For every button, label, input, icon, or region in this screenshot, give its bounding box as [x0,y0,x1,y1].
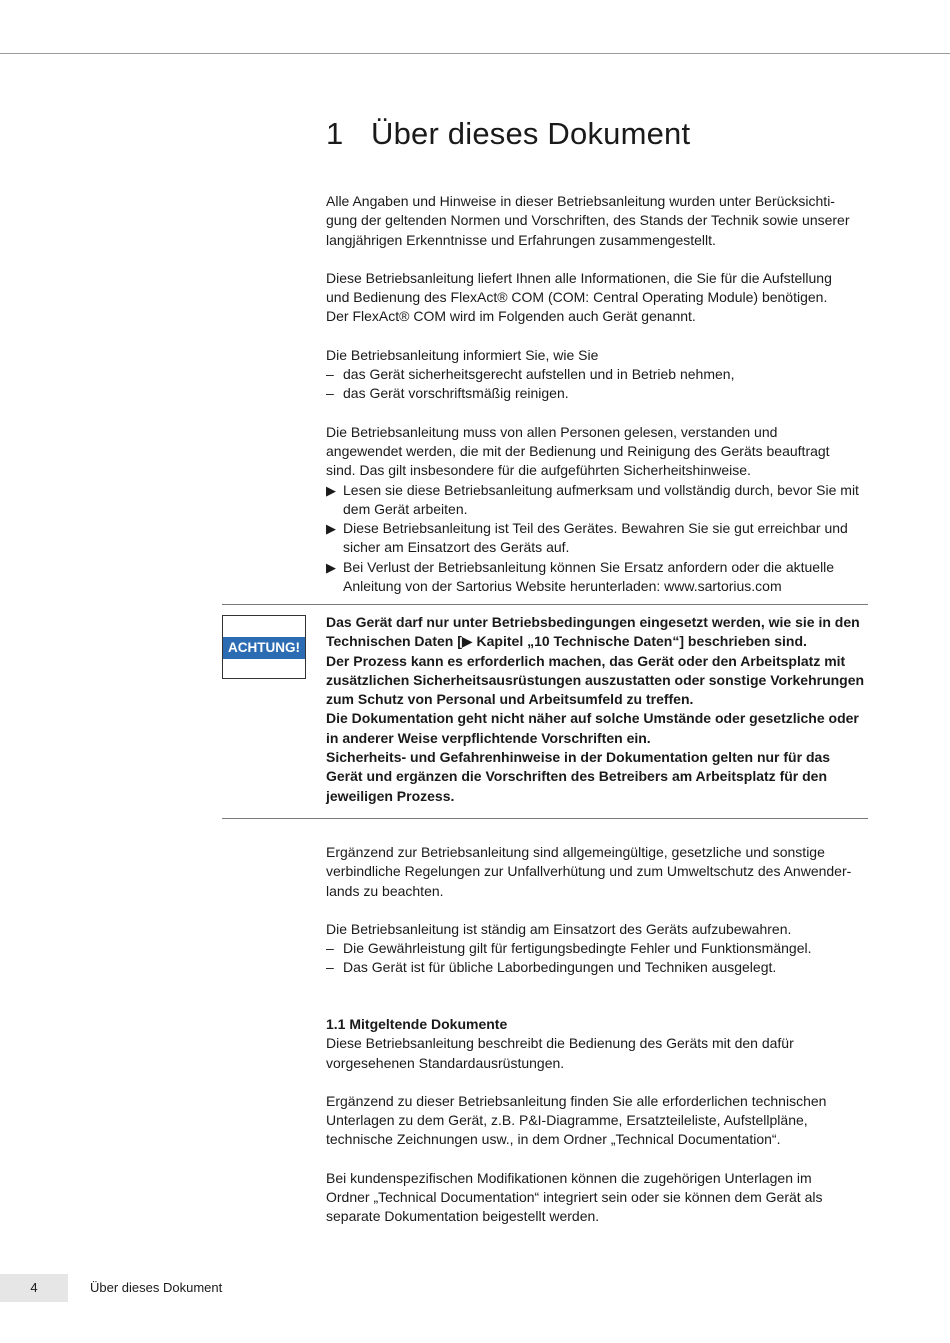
arrow-icon: ▶ [326,559,336,575]
list-item: – Das Gerät ist für übliche Laborbedingungen und Techniken ausgelegt. [326,958,872,977]
section-1-1 [326,1015,872,1227]
list-item: – das Gerät vorschriftsmäßig reinigen. [326,384,872,403]
warning-label: ACHTUNG! [223,637,305,659]
section-paragraph-1: Diese Betriebsanleitung beschreibt die Bedienung des Geräts mit den dafür vorgesehenen Standardausrüstungen. [326,1035,794,1071]
arrow-icon: ▶ [326,482,336,498]
section-paragraph-2: Ergänzend zu dieser Betriebsanleitung finden Sie alle erforderlichen technischen Unterlagen zu dem Gerät, z.B. P&I-Diagramme, Ersatzteileliste, Aufstellpläne, technische Zeichnungen usw., in dem Ordner „Technical Documentation“. [326,1092,827,1148]
warning-divider-bottom [222,818,868,819]
dash-marker: – [326,940,334,957]
intro-section [326,192,872,596]
dash-marker: – [326,385,334,402]
storage-paragraph: Die Betriebsanleitung ist ständig am Einsatzort des Geräts aufzubewahren. [326,920,792,937]
action-item: ▶ Diese Betriebsanleitung ist Teil des Gerätes. Bewahren Sie sie gut erreichbar und sicher am Einsatzort des Geräts auf. [326,520,848,556]
arrow-icon: ▶ [326,521,336,537]
chapter-number: 1 [326,116,344,151]
intro-paragraph-3: Die Betriebsanleitung informiert Sie, wie Sie [326,346,599,363]
dash-marker: – [326,959,334,976]
action-item: ▶ Bei Verlust der Betriebsanleitung können Sie Ersatz anfordern oder die aktuelle Anleitung von der Sartorius Website herunterladen: www.sartorius.com [326,558,835,595]
action-item: ▶ Lesen sie diese Betriebsanleitung aufmerksam und vollständig durch, bevor Sie mit dem Gerät arbeiten. [326,481,859,517]
intro-paragraph-1: Alle Angaben und Hinweise in dieser Betriebsanleitung wurden unter Berücksichti- gung der geltenden Normen und Vorschriften, des Stands der Technik sowie unserer langjährigen Erkenntnisse und Erfahrungen zusammengestellt. [326,193,850,248]
list-item: – Die Gewährleistung gilt für fertigungsbedingte Fehler und Funktionsmängel. [326,939,872,958]
section-paragraph-3: Bei kundenspezifischen Modifikationen können die zugehörigen Unterlagen im Ordner „Technical Documentation“ integriert sein oder sie können dem Gerät als separate Dokumentation beigestellt werden. [326,1169,823,1225]
section-heading: 1.1 Mitgeltende Dokumente [326,1016,508,1032]
warning-text: Das Gerät darf nur unter Betriebsbedingungen eingesetzt werden, wie sie in den Technischen Daten [▶ Kapitel „10 Technische Daten“] beschrieben sind. Der Prozess kann es erforderlich machen, das Gerät oder den Arbeitsplatz mit zusätzlichen Sicherheitsausrüstungen auszustatten oder sonstige Vorkehrungen zum Schutz von Personal und Arbeitsumfeld zu treffen. Die Dokumentation geht nicht näher auf solche Umstände oder gesetzliche oder in anderer Weise verpflichtende Vorschriften ein. Sicherheits- und Gefahrenhinweise in der Dokumentation gelten nur für das Gerät und ergänzen die Vorschriften des Betreibers am Arbeitsplatz für den jeweiligen Prozess. [326,614,865,804]
list-item: – das Gerät sicherheitsgerecht aufstellen und in Betrieb nehmen, [326,365,872,384]
intro-paragraph-4: Die Betriebsanleitung muss von allen Personen gelesen, verstanden und angewendet werden, die mit der Bedienung und Reinigung des Geräts beauftragt sind. Das gilt insbesondere für die aufgeführten Sicherheitshinweise. [326,423,830,479]
footer-section-title: Über dieses Dokument [90,1280,223,1295]
dash-marker: – [326,366,334,383]
page-number: 4 [0,1274,68,1302]
page-title [326,116,690,152]
header-rule [0,53,950,54]
chapter-title: Über dieses Dokument [371,116,691,151]
after-warning-section [326,843,872,978]
regulations-paragraph: Ergänzend zur Betriebsanleitung sind allgemeingültige, gesetzliche und sonstige verbindliche Regelungen zur Unfallverhütung und zum Umweltschutz des Anwender- lands zu beachten. [326,844,852,899]
warning-box [222,615,306,679]
warning-divider-top [222,604,868,605]
intro-paragraph-2: Diese Betriebsanleitung liefert Ihnen alle Informationen, die Sie für die Aufstellung und Bedienung des FlexAct® COM (COM: Central Operating Module) benötigen. Der FlexAct® COM wird im Folgenden auch Gerät genannt. [326,269,832,325]
